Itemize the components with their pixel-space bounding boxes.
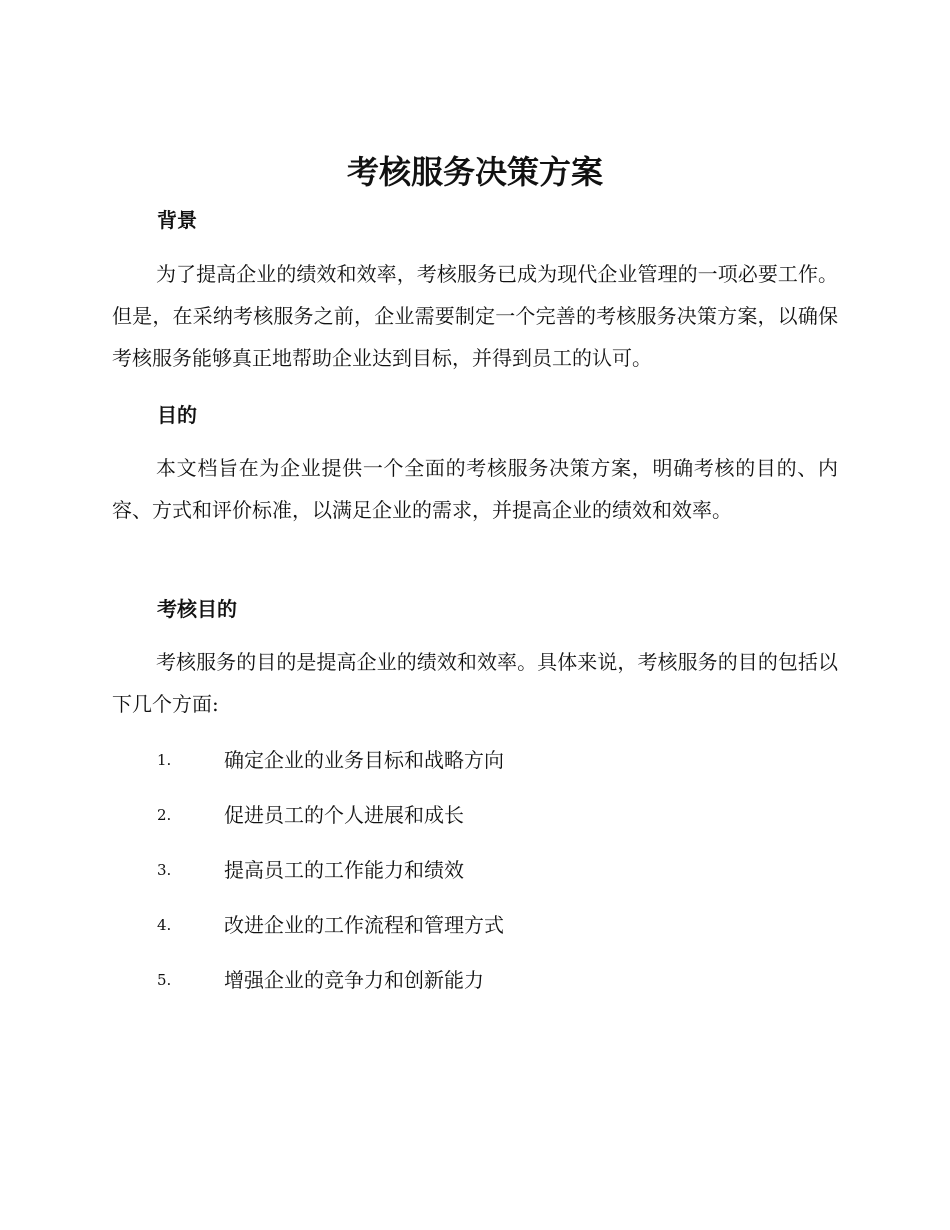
list-item-text: 促进员工的个人进展和成长 [224, 803, 464, 827]
section-heading-background: 背景 [157, 208, 197, 232]
list-item [157, 910, 837, 940]
list-item [157, 855, 837, 885]
list-item-text: 提高员工的工作能力和绩效 [224, 858, 464, 882]
section-paragraph-background: 为了提高企业的绩效和效率，考核服务已成为现代企业管理的一项必要工作。但是，在采纳考核服务之前，企业需要制定一个完善的考核服务决策方案，以确保考核服务能够真正地帮助企业达到目标，并得到员工的认可。 [112, 262, 838, 370]
list-item-text: 确定企业的业务目标和战略方向 [224, 748, 504, 772]
list-item-number: 5. [157, 971, 172, 989]
list-item [157, 745, 837, 775]
section-heading-assessment-purpose: 考核目的 [157, 597, 237, 621]
list-item-text: 增强企业的竞争力和创新能力 [224, 968, 484, 992]
section-heading-purpose: 目的 [157, 403, 197, 427]
list-item-number: 2. [157, 806, 172, 824]
list-item-text: 改进企业的工作流程和管理方式 [224, 913, 504, 937]
list-item-number: 4. [157, 916, 172, 934]
list-item [157, 965, 837, 995]
section-paragraph-assessment-purpose: 考核服务的目的是提高企业的绩效和效率。具体来说，考核服务的目的包括以下几个方面: [112, 650, 838, 716]
list-item [157, 800, 837, 830]
document-title: 考核服务决策方案 [346, 153, 603, 191]
list-item-number: 3. [157, 861, 172, 879]
list-item-number: 1. [157, 751, 172, 769]
section-paragraph-purpose: 本文档旨在为企业提供一个全面的考核服务决策方案，明确考核的目的、内容、方式和评价标准，以满足企业的需求，并提高企业的绩效和效率。 [112, 456, 838, 522]
